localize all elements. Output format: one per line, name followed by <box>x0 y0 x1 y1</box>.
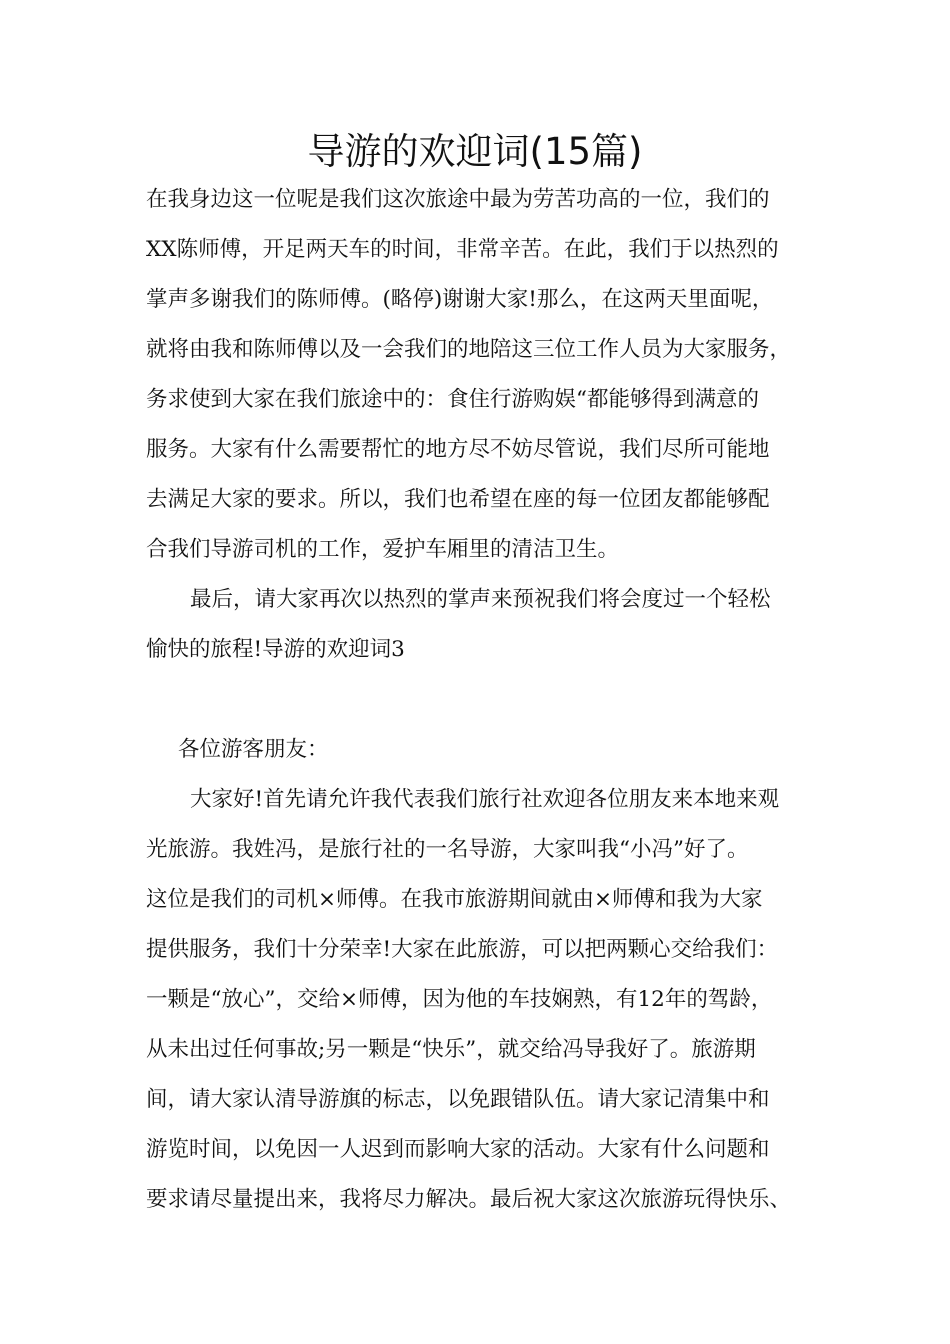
paragraph-line: XX陈师傅，开足两天车的时间，非常辛苦。在此，我们于以热烈的 <box>146 237 779 262</box>
paragraph-line: 务求使到大家在我们旅途中的：食住行游购娱“都能够得到满意的 <box>146 387 759 412</box>
paragraph-line: 去满足大家的要求。所以，我们也希望在座的每一位团友都能够配 <box>146 487 770 512</box>
paragraph-line: 愉快的旅程!导游的欢迎词3 <box>146 637 405 662</box>
paragraph-line: 服务。大家有什么需要帮忙的地方尽不妨尽管说，我们尽所可能地 <box>146 437 770 462</box>
paragraph-line: 间，请大家认清导游旗的标志，以免跟错队伍。请大家记清集中和 <box>146 1087 770 1112</box>
paragraph-line: 这位是我们的司机×师傅。在我市旅游期间就由×师傅和我为大家 <box>146 887 763 912</box>
paragraph-line: 大家好!首先请允许我代表我们旅行社欢迎各位朋友来本地来观 <box>190 787 780 812</box>
page-title: 导游的欢迎词(15篇) <box>307 130 643 173</box>
paragraph-line: 最后，请大家再次以热烈的掌声来预祝我们将会度过一个轻松 <box>190 587 771 612</box>
paragraph-line: 一颗是“放心”，交给×师傅，因为他的车技娴熟，有12年的驾龄， <box>146 987 773 1012</box>
paragraph-line: 合我们导游司机的工作，爱护车厢里的清洁卫生。 <box>146 537 620 562</box>
paragraph-line: 在我身边这一位呢是我们这次旅途中最为劳苦功高的一位，我们的 <box>146 187 770 212</box>
paragraph-line: 掌声多谢我们的陈师傅。(略停)谢谢大家!那么，在这两天里面呢， <box>146 287 774 312</box>
paragraph-line: 提供服务，我们十分荣幸!大家在此旅游，可以把两颗心交给我们： <box>146 937 779 962</box>
paragraph-line: 从未出过任何事故;另一颗是“快乐”，就交给冯导我好了。旅游期 <box>146 1037 756 1062</box>
paragraph-line: 游览时间，以免因一人迟到而影响大家的活动。大家有什么问题和 <box>146 1137 770 1162</box>
paragraph-line: 光旅游。我姓冯，是旅行社的一名导游，大家叫我“小冯”好了。 <box>146 837 749 862</box>
paragraph-line: 就将由我和陈师傅以及一会我们的地陪这三位工作人员为大家服务， <box>146 337 792 362</box>
salutation-line: 各位游客朋友： <box>178 737 329 762</box>
paragraph-line: 要求请尽量提出来，我将尽力解决。最后祝大家这次旅游玩得快乐、 <box>146 1187 792 1212</box>
